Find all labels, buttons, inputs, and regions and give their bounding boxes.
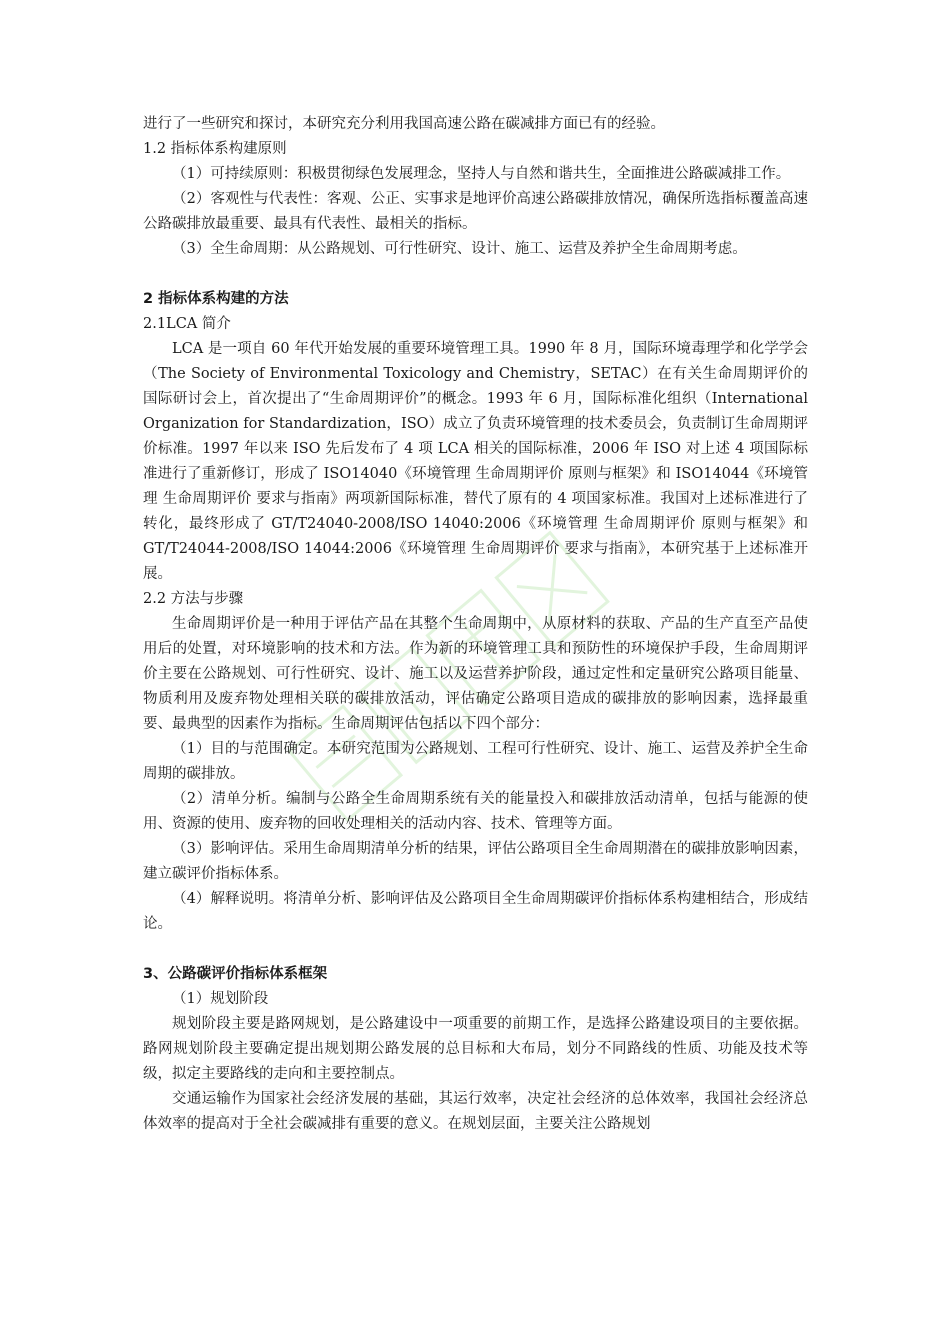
paragraph-intro-tail: 进行了一些研究和探讨，本研究充分利用我国高速公路在碳减排方面已有的经验。 — [143, 116, 665, 132]
heading-2-1: 2.1LCA 简介 — [143, 316, 231, 332]
paragraph-2-2-item-4: （4）解释说明。将清单分析、影响评估及公路项目全生命周期碳评价指标体系构建相结合，形成结论。 — [143, 891, 808, 932]
document-body — [143, 112, 808, 1137]
paragraph-2-1: LCA 是一项自 60 年代开始发展的重要环境管理工具。1990 年 8 月，国际环境毒理学和化学学会（The Society of Environmental Toxicology and Chemistry，SETAC）在有关生命周期评价的国际研讨会上，首次提出了“生命周期评价”的概念。1993 年 6 月，国际标准化组织（International Organization for Standardization，ISO）成立了负责环境管理的技术委员会，负责制订生命周期评价标准。1997 年以来 ISO 先后发布了 4 项 LCA 相关的国际标准，2006 年 ISO 对上述 4 项国际标准进行了重新修订，形成了 ISO14040《环境管理 生命周期评价 原则与框架》和 ISO14044《环境管理 生命周期评价 要求与指南》两项新国际标准，替代了原有的 4 项国家标准。我国对上述标准进行了转化，最终形成了 GT/T24040-2008/ISO 14040:2006《环境管理 生命周期评价 原则与框架》和 GT/T24044-2008/ISO 14044:2006《环境管理 生命周期评价 要求与指南》，本研究基于上述标准开展。 — [143, 341, 808, 582]
paragraph-3-1-b: 交通运输作为国家社会经济发展的基础，其运行效率，决定社会经济的总体效率，我国社会经济总体效率的提高对于全社会碳减排有重要的意义。在规划层面，主要关注公路规划 — [143, 1091, 808, 1132]
paragraph-1-2-item-2: （2）客观性与代表性：客观、公正、实事求是地评价高速公路碳排放情况，确保所选指标覆盖高速公路碳排放最重要、最具有代表性、最相关的指标。 — [143, 191, 808, 232]
paragraph-2-2-item-3: （3）影响评估。采用生命周期清单分析的结果，评估公路项目全生命周期潜在的碳排放影响因素，建立碳评价指标体系。 — [143, 841, 808, 882]
paragraph-3-1-a: 规划阶段主要是路网规划，是公路建设中一项重要的前期工作，是选择公路建设项目的主要依据。路网规划阶段主要确定提出规划期公路发展的总目标和大布局，划分不同路线的性质、功能及技术等级，拟定主要路线的走向和主要控制点。 — [143, 1016, 808, 1082]
paragraph-1-2-item-3: （3）全生命周期：从公路规划、可行性研究、设计、施工、运营及养护全生命周期考虑。 — [172, 241, 747, 257]
heading-1-2: 1.2 指标体系构建原则 — [143, 141, 287, 157]
section-gap — [143, 262, 808, 287]
heading-3-1: （1）规划阶段 — [172, 991, 269, 1007]
heading-3: 3、公路碳评价指标体系框架 — [143, 966, 328, 982]
paragraph-1-2-item-1: （1）可持续原则：积极贯彻绿色发展理念，坚持人与自然和谐共生，全面推进公路碳减排工作。 — [172, 166, 791, 182]
heading-2-2: 2.2 方法与步骤 — [143, 591, 244, 607]
paragraph-2-2: 生命周期评价是一种用于评估产品在其整个生命周期中，从原材料的获取、产品的生产直至产品使用后的处置，对环境影响的技术和方法。作为新的环境管理工具和预防性的环境保护手段，生命周期评价主要在公路规划、可行性研究、设计、施工以及运营养护阶段，通过定性和定量研究公路项目能量、物质利用及废弃物处理相关联的碳排放活动，评估确定公路项目造成的碳排放的影响因素，选择最重要、最典型的因素作为指标。生命周期评估包括以下四个部分： — [143, 616, 808, 732]
section-gap — [143, 937, 808, 962]
heading-2: 2 指标体系构建的方法 — [143, 291, 289, 307]
paragraph-2-2-item-1: （1）目的与范围确定。本研究范围为公路规划、工程可行性研究、设计、施工、运营及养护全生命周期的碳排放。 — [143, 741, 808, 782]
paragraph-2-2-item-2: （2）清单分析。编制与公路全生命周期系统有关的能量投入和碳排放活动清单，包括与能源的使用、资源的使用、废弃物的回收处理相关的活动内容、技术、管理等方面。 — [143, 791, 808, 832]
